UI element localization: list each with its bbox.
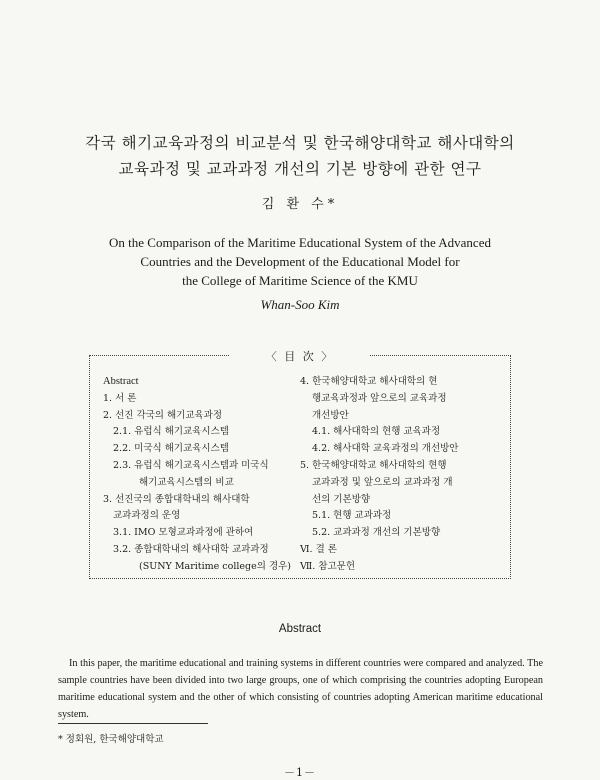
english-title-line-2: Countries and the Development of the Educational Model for <box>140 254 460 269</box>
toc-right-column <box>300 374 459 576</box>
toc-item: (SUNY Maritime college의 경우) <box>139 560 292 572</box>
footnote: * 정회원, 한국해양대학교 <box>58 734 164 745</box>
page-number: －1－ <box>284 766 316 779</box>
toc-item: 2.1. 유럽식 해기교육시스템 <box>113 426 229 438</box>
korean-author: 김 환 수* <box>261 197 339 212</box>
english-author: Whan-Soo Kim <box>260 297 340 312</box>
korean-title-line-2: 교육과정 및 교과과정 개선의 기본 방향에 관한 연구 <box>118 160 482 178</box>
toc-item: 해기교육시스템의 비교 <box>139 476 234 488</box>
toc-item: 3.1. IMO 모형교과과정에 관하여 <box>113 527 254 539</box>
toc-item: 5. 한국해양대학교 해사대학의 현행 <box>300 459 447 471</box>
toc-item: 4. 한국해양대학교 해사대학의 현 <box>300 376 438 387</box>
toc-item: 3. 선진국의 종합대학내의 해사대학 <box>103 493 250 505</box>
toc-item: 선의 기본방향 <box>312 493 371 505</box>
toc-item: 4.1. 해사대학의 현행 교육과정 <box>312 426 441 438</box>
toc-item: 4.2. 해사대학 교육과정의 개선방안 <box>312 443 459 455</box>
english-title-line-1: On the Comparison of the Maritime Educational System of the Advanced <box>109 235 491 250</box>
toc-item: 개선방안 <box>312 409 349 421</box>
abstract-heading: Abstract <box>278 623 322 635</box>
abstract-paragraph: In this paper, the maritime educational and training systems in different countries were compared and analyzed. The sample countries have been divided into two large groups, one of which comprising the countries adopting European maritime educational system and the other of which consisting of countries adopting American maritime educational system. <box>58 658 543 720</box>
toc-item: 3.2. 종합대학내의 해사대학 교과과정 <box>113 543 269 555</box>
toc-item: 행교육과정과 앞으로의 교육과정 <box>312 392 447 404</box>
toc-item: 교과과정 및 앞으로의 교과과정 개 <box>312 476 453 488</box>
toc-item: 5.1. 현행 교과과정 <box>312 510 392 522</box>
toc-item: Abstract <box>103 376 139 387</box>
toc-left-column <box>103 374 291 576</box>
toc-item: 2. 선진 각국의 해기교육과정 <box>103 409 223 421</box>
toc-item: 교과과정의 운영 <box>113 510 181 522</box>
toc-item: 5.2. 교과과정 개선의 기본방향 <box>312 527 441 539</box>
toc-item: 1. 서 론 <box>103 392 137 404</box>
toc-item: Ⅵ. 결 론 <box>300 543 337 555</box>
korean-title-line-1: 각국 해기교육과정의 비교분석 및 한국해양대학교 해사대학의 <box>85 134 515 152</box>
toc-header: 〈 目 次 〉 <box>230 348 370 364</box>
toc-item: 2.2. 미국식 해기교육시스템 <box>113 443 229 455</box>
footnote-rule <box>58 723 208 724</box>
english-title-line-3: the College of Maritime Science of the KMU <box>182 273 418 288</box>
toc-item: 2.3. 유럽식 해기교육시스템과 미국식 <box>113 459 269 471</box>
toc-item: Ⅶ. 참고문헌 <box>300 560 356 572</box>
